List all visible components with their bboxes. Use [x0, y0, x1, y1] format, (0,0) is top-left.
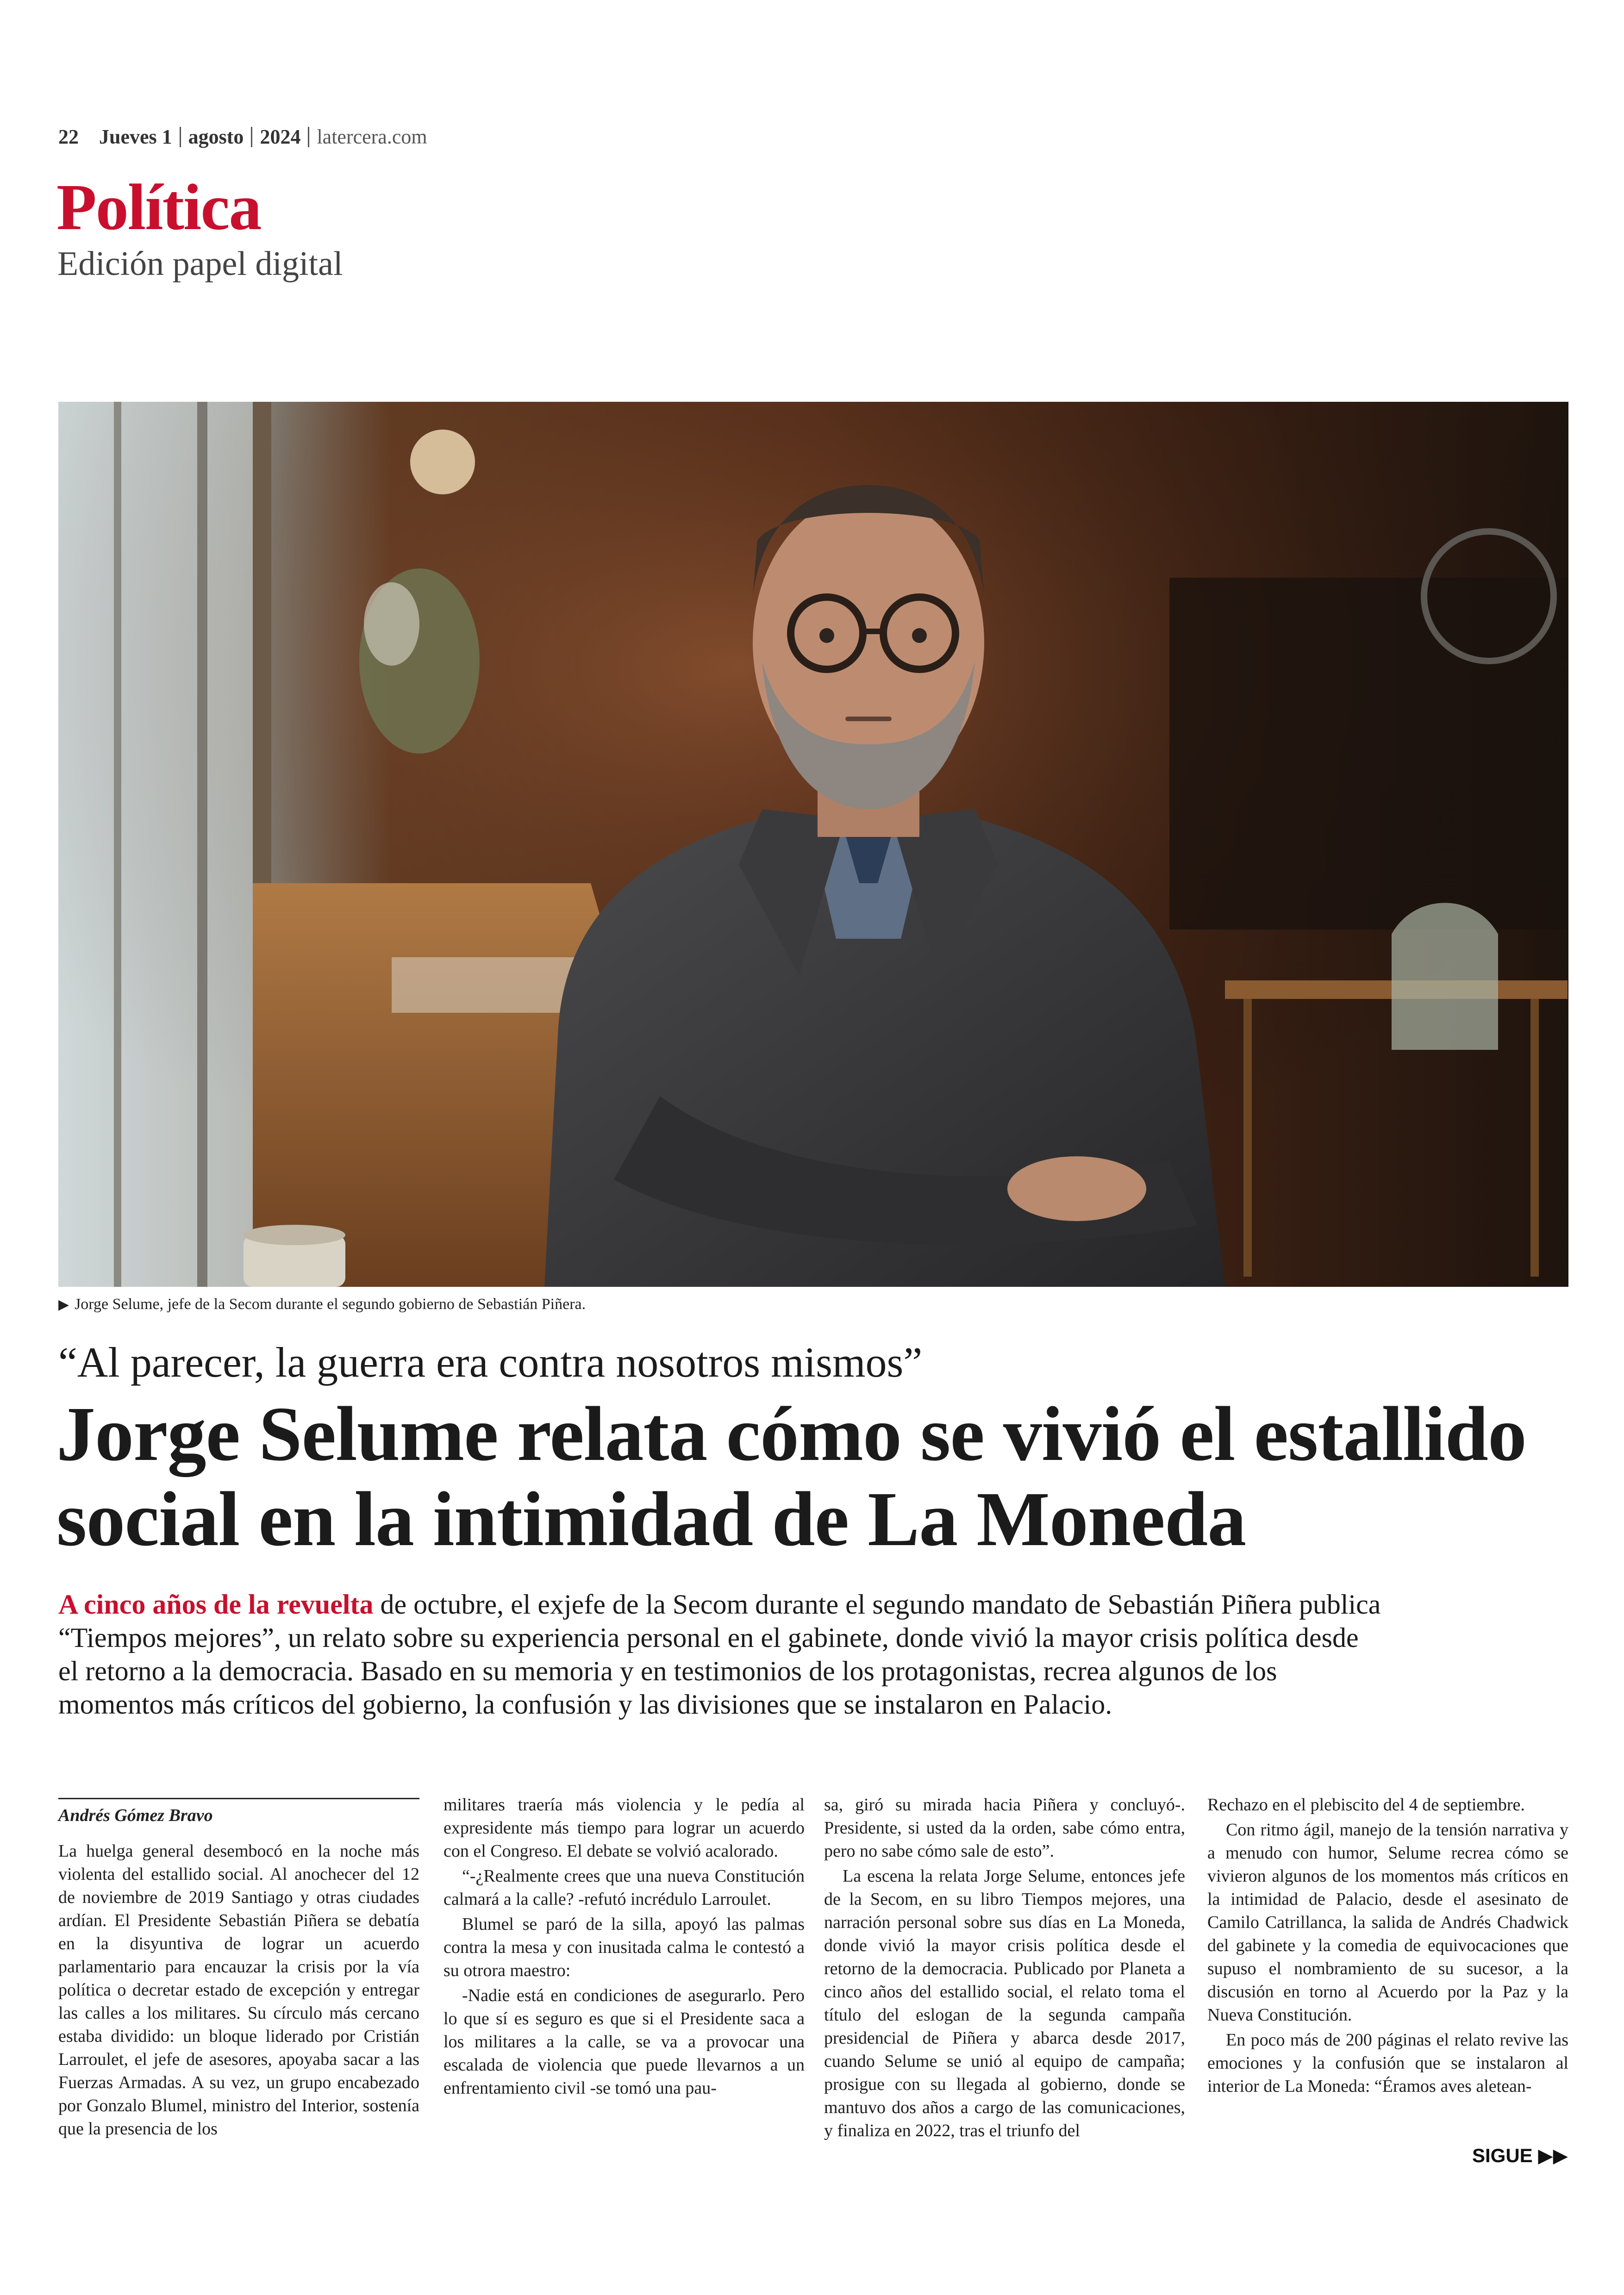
folio-divider: [180, 127, 181, 147]
article-kicker: “Al parecer, la guerra era contra nosotros mismos”: [58, 1339, 923, 1386]
headline-line: Jorge Selume relata cómo se vivió el estallido: [56, 1391, 1526, 1477]
caption-arrow-icon: ▶: [58, 1297, 69, 1312]
folio-month: agosto: [188, 125, 244, 148]
article-lede: [58, 1588, 1382, 1721]
section-title: Política: [56, 170, 261, 243]
paragraph: La huelga general desembocó en la noche más violenta del estallido social. Al anochecer del 12 de noviembre de 2019 Santiago y otras ciudades ardían. El Presidente Sebastián Piñera se debatía en la disyuntiva de lograr un acuerdo parlamentario para encauzar la crisis por la vía política o decretar estado de excepción y entregar las calles a los militares. Su círculo más cercano estaba dividido: un bloque liderado por Cristián Larroulet, el jefe de asesores, apoyaba sacar a las Fuerzas Armadas. A su vez, un grupo encabezado por Gonzalo Blumel, ministro del Interior, sostenía que la presencia de los: [58, 1841, 419, 2139]
folio-divider: [251, 127, 252, 147]
folio-site[interactable]: latercera.com: [317, 125, 427, 148]
folio-year: 2024: [260, 125, 301, 148]
folio-day: Jueves 1: [99, 125, 172, 148]
page-folio: [58, 124, 427, 150]
page-number: 22: [58, 125, 79, 148]
article-column-1: [58, 1840, 419, 2142]
paragraph: -Nadie está en condiciones de asegurarlo. Pero lo que sí es seguro es que si el Presidente saca a los militares a la calle, se va a provocar una escalada de violencia que puede llevarnos a un enfrentamiento civil -se tomó una pau-: [443, 1986, 805, 2098]
lede-highlight: A cinco años de la revuelta: [58, 1589, 374, 1620]
article-column-3: [824, 1793, 1185, 2144]
paragraph: Rechazo en el plebiscito del 4 de septiembre.: [1207, 1795, 1525, 1815]
lede-text: de octubre, el exjefe de la Secom durante el segundo mandato de Sebastián Piñera publica “Tiempos mejores”, un relato sobre su experiencia personal en el gabinete, donde vivió la mayor crisis política desde el retorno a la democracia. Basado en su memoria y en testimonios de los protagonistas, recrea algunos de los momentos más críticos del gobierno, la confusión y las divisiones que se instalaron en Palacio.: [58, 1589, 1381, 1720]
paragraph: Blumel se paró de la silla, apoyó las palmas contra la mesa y con inusitada calma le contestó a su otrora maestro:: [443, 1915, 805, 1980]
portrait-photo-illustration: [58, 402, 1568, 1287]
paragraph: En poco más de 200 páginas el relato revive las emociones y la confusión que se instalaron al interior de La Moneda: “Éramos aves aletean-: [1207, 2030, 1568, 2096]
caption-text: Jorge Selume, jefe de la Secom durante el segundo gobierno de Sebastián Piñera.: [75, 1296, 586, 1313]
paragraph: militares traería más violencia y le pedía al expresidente más tiempo para lograr un acuerdo con el Congreso. El debate se volvió acalorado.: [443, 1795, 805, 1861]
article-headline: [56, 1391, 1584, 1562]
paragraph: “-¿Realmente crees que una nueva Constitución calmará a la calle? -refutó incrédulo Larroulet.: [443, 1866, 805, 1909]
section-subtitle: Edición papel digital: [57, 245, 343, 283]
article-photo: [58, 402, 1568, 1287]
continue-link[interactable]: SIGUE ▶▶: [1472, 2145, 1568, 2166]
article-byline: Andrés Gómez Bravo: [58, 1798, 419, 1827]
photo-caption: [58, 1294, 1568, 1315]
headline-line: social en la intimidad de La Moneda: [56, 1476, 1246, 1562]
article-column-4: [1207, 1793, 1568, 2100]
article-column-2: [443, 1793, 805, 2102]
paragraph: La escena la relata Jorge Selume, entonces jefe de la Secom, en su libro Tiempos mejores, una narración personal sobre sus días en La Moneda, donde vivió la mayor crisis política desde el retorno de la democracia. Publicado por Planeta a cinco años del estallido social, el relato toma el título del eslogan de la segunda campaña presidencial de Piñera y abarca desde 2017, cuando Selume se unió al equipo de campaña; prosigue con su llegada al gobierno, donde se mantuvo dos años a cargo de las comunicaciones, y finaliza en 2022, tras el triunfo del: [824, 1866, 1185, 2140]
paragraph: sa, giró su mirada hacia Piñera y concluyó-. Presidente, si usted da la orden, sabe cómo entra, pero no sabe cómo sale de esto”.: [824, 1795, 1185, 1861]
paragraph: Con ritmo ágil, manejo de la tensión narrativa y a menudo con humor, Selume recrea cómo se vivieron algunos de los momentos más críticos en la intimidad de Palacio, desde el asesinato de Camilo Catrillanca, la salida de Andrés Chadwick del gabinete y la comedia de equivocaciones que supuso el nombramiento de su sucesor, a la discusión en torno al Acuerdo por la Paz y la Nueva Constitución.: [1207, 1820, 1568, 2025]
folio-divider: [308, 127, 309, 147]
